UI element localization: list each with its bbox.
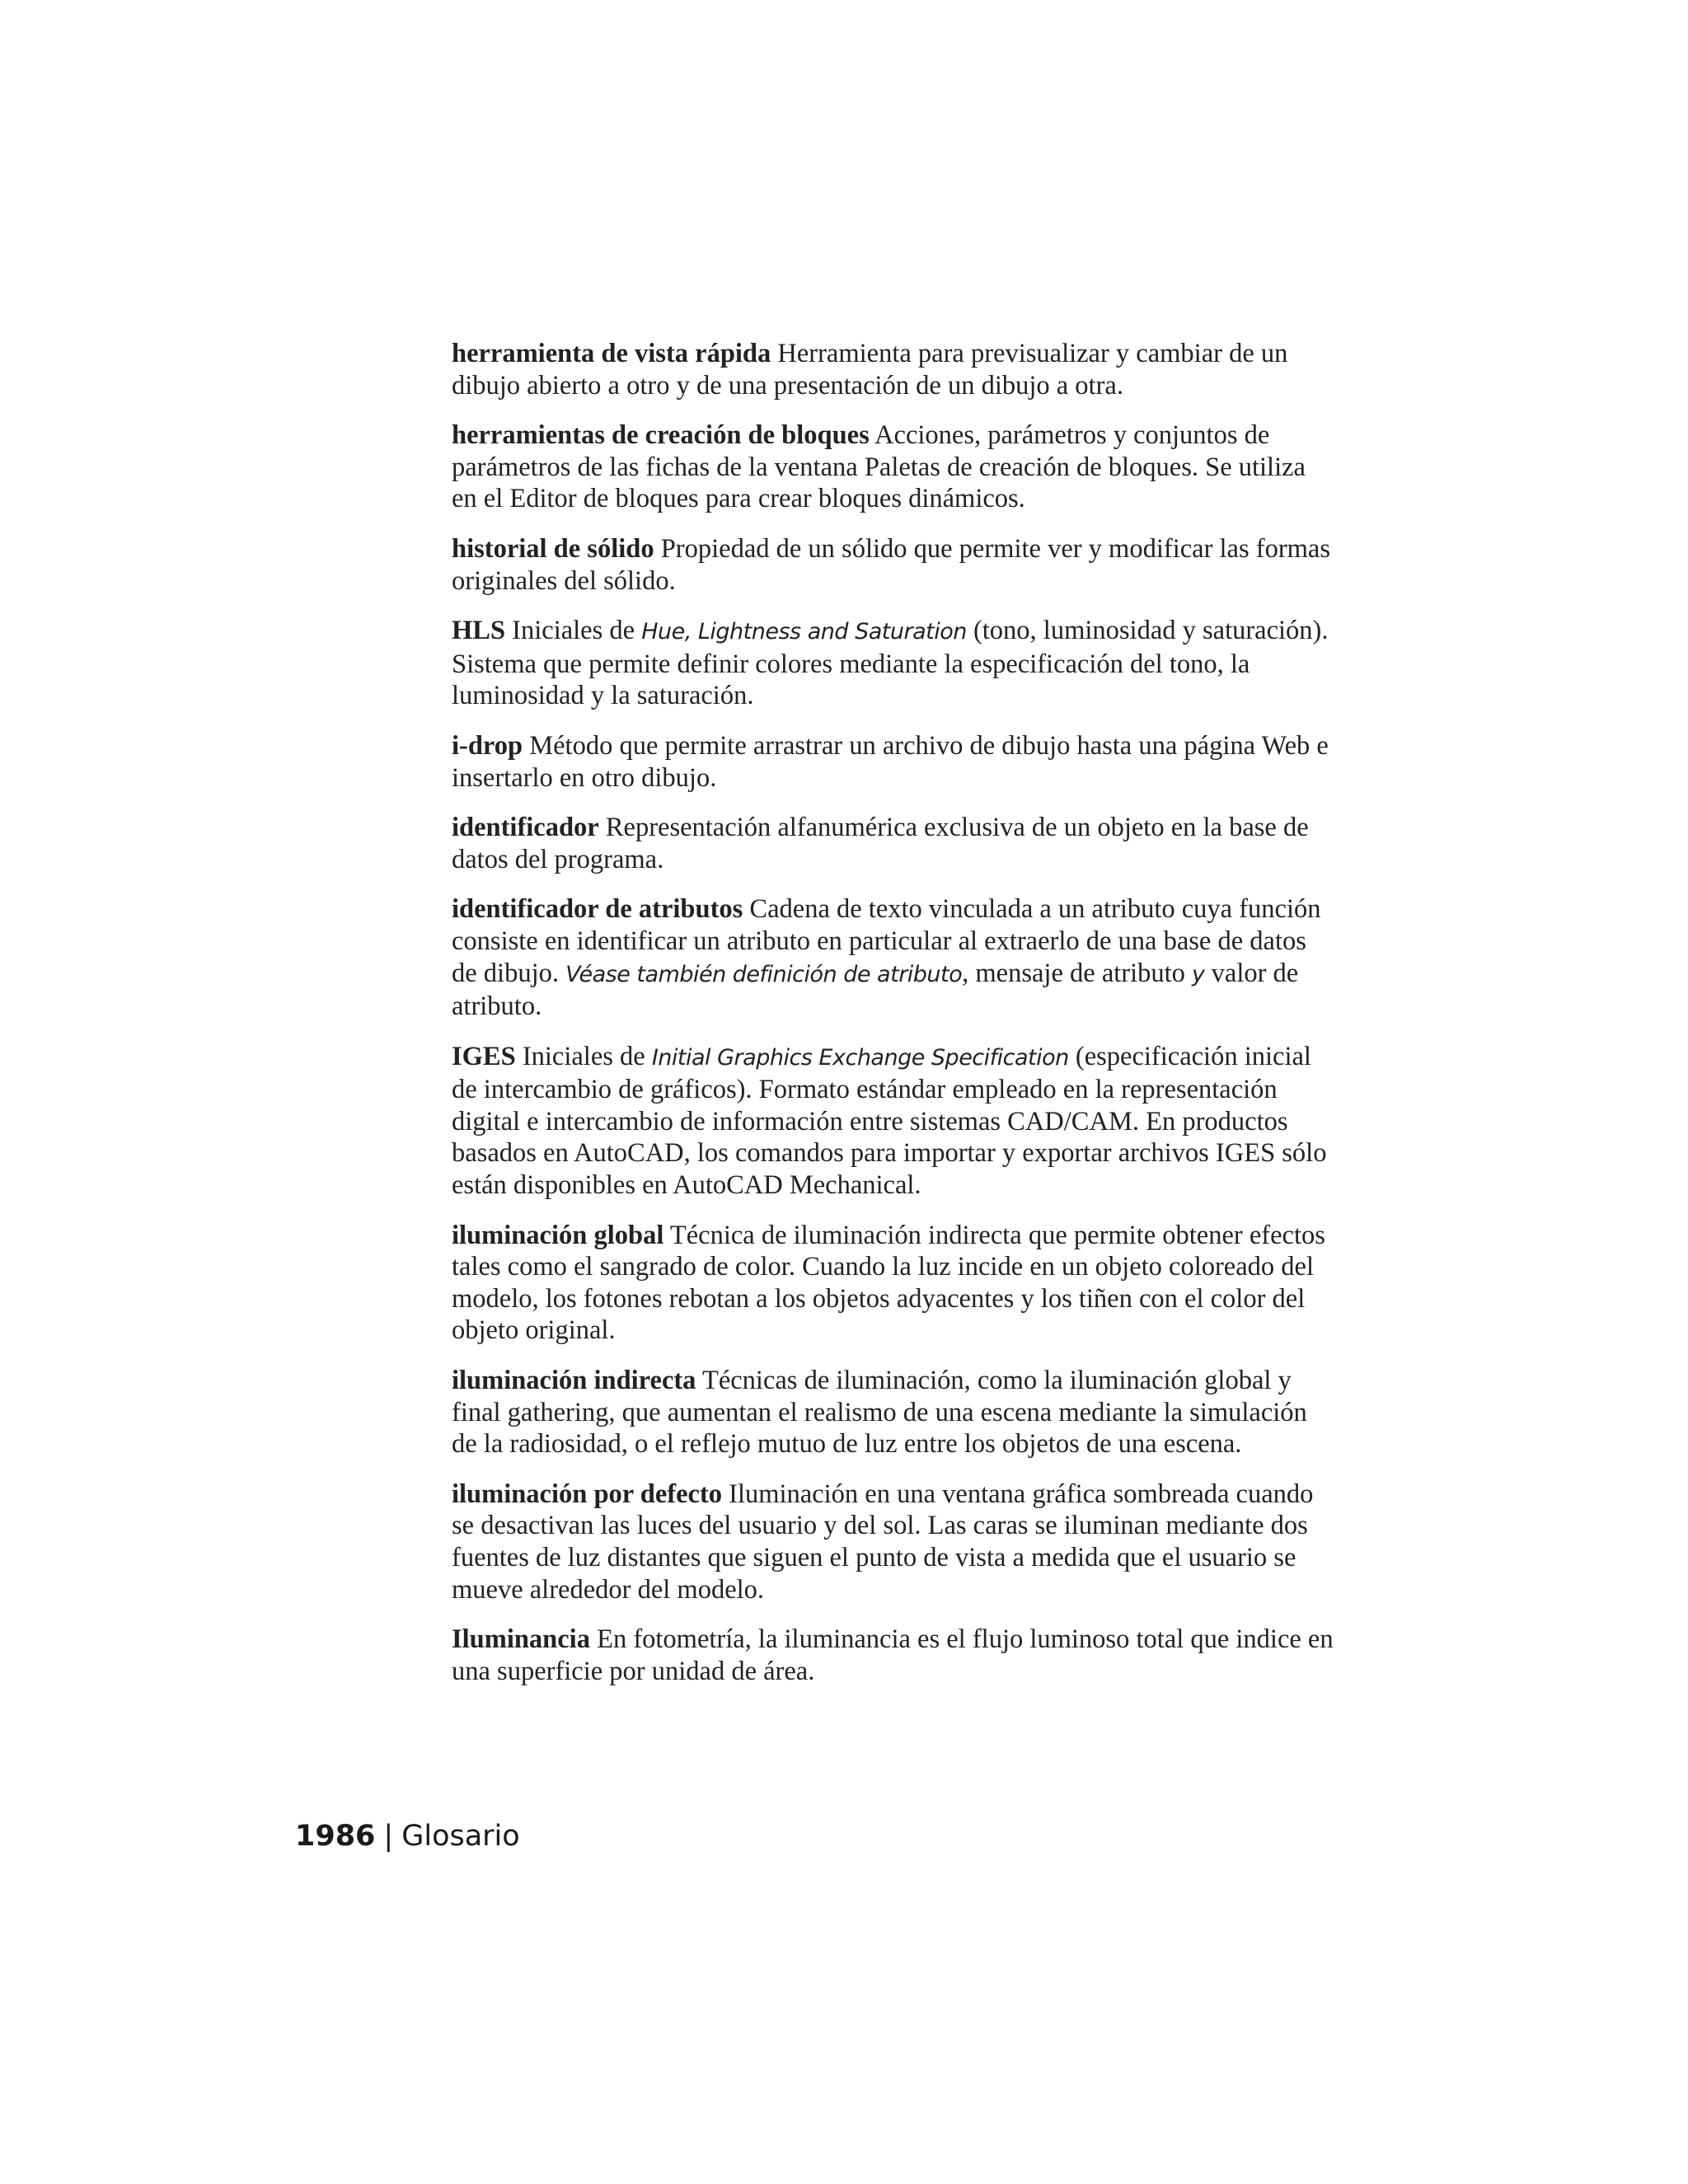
entry-definition: Representación alfanumérica exclusiva de un objeto en la base de datos del programa. xyxy=(452,813,1309,874)
footer-separator: | xyxy=(383,1820,394,1853)
entry-term: identificador de atributos xyxy=(452,894,743,925)
entry-term: iluminación global xyxy=(452,1220,664,1250)
entry-term: historial de sólido xyxy=(452,533,654,564)
entry-term: i-drop xyxy=(452,730,523,761)
glossary-entry xyxy=(452,1220,1334,1347)
glossary-entry xyxy=(452,1624,1334,1687)
see-also-reference: Véase también definición de atributo xyxy=(565,961,963,987)
entry-definition: Iniciales de xyxy=(515,1041,652,1071)
glossary-entry xyxy=(452,893,1334,1022)
entry-definition: , mensaje de atributo xyxy=(962,958,1193,988)
entry-definition: Método que permite arrastrar un archivo de dibujo hasta una página Web e insertarlo en otro dibujo. xyxy=(452,730,1329,793)
entry-definition: Propiedad de un sólido que permite ver y modificar las formas originales del sólido. xyxy=(452,533,1330,596)
section-title: Glosario xyxy=(401,1820,520,1853)
entry-italic-phrase: Initial Graphics Exchange Specification xyxy=(651,1044,1069,1071)
glossary-entry xyxy=(452,730,1334,794)
see-also-reference: y xyxy=(1192,961,1205,987)
entry-definition: (tono, luminosidad y saturación). Sistema que permite definir colores mediante la especificación del tono, la luminosidad y la saturación. xyxy=(452,616,1329,711)
glossary-entry xyxy=(452,533,1334,597)
entry-definition: Técnicas de iluminación, como la iluminación global y final gathering, que aumentan el realismo de una escena mediante la simulación de la radiosidad, o el reflejo mutuo de luz entre los objetos de una escena. xyxy=(452,1366,1307,1460)
glossary-entry xyxy=(452,615,1334,712)
glossary-entry xyxy=(452,812,1334,875)
entry-definition: Técnica de iluminación indirecta que permite obtener efectos tales como el sangrado de color. Cuando la luz incide en un objeto coloreado del modelo, los fotones rebotan a los objetos adyacentes y los tiñen con el color del objeto original. xyxy=(452,1220,1325,1346)
glossary-entry xyxy=(452,1365,1334,1460)
page-footer xyxy=(295,1816,520,1857)
glossary-entries xyxy=(452,338,1334,1705)
entry-term: IGES xyxy=(452,1041,516,1071)
entry-definition: Cadena de texto vinculada a un atributo cuya función consiste en identificar un atributo en particular al extraerlo de una base de datos de dibujo. xyxy=(452,894,1321,988)
entry-definition: En fotometría, la iluminancia es el flujo luminoso total que indice en una superficie por unidad de área. xyxy=(452,1624,1334,1686)
entry-term: herramientas de creación de bloques xyxy=(452,420,870,451)
glossary-entry xyxy=(452,338,1334,401)
entry-term: herramienta de vista rápida xyxy=(452,339,771,368)
glossary-entry xyxy=(452,1041,1334,1202)
glossary-entry xyxy=(452,1479,1334,1605)
entry-term: HLS xyxy=(452,616,506,646)
entry-definition: Acciones, parámetros y conjuntos de parámetros de las fichas de la ventana Paletas de creación de bloques. Se utiliza en el Editor de bloques para crear bloques dinámicos. xyxy=(452,420,1306,514)
entry-definition: Iluminación en una ventana gráfica sombreada cuando se desactivan las luces del usuario y del sol. Las caras se iluminan mediante dos fuentes de luz distantes que siguen el punto de vista a medida que el usuario se mueve alrededor del modelo. xyxy=(452,1479,1314,1605)
entry-term: iluminación por defecto xyxy=(452,1479,722,1509)
page-number: 1986 xyxy=(295,1820,376,1853)
entry-term: iluminación indirecta xyxy=(452,1366,696,1396)
entry-definition: valor de atributo. xyxy=(452,958,1299,1022)
entry-definition: Iniciales de xyxy=(505,616,642,646)
entry-term: Iluminancia xyxy=(452,1624,590,1655)
entry-definition: (especificación inicial de intercambio de gráficos). Formato estándar empleado en la representación digital e intercambio de información entre sistemas CAD/CAM. En productos basados en AutoCAD, los comandos para importar y exportar archivos IGES sólo están disponibles en AutoCAD Mechanical. xyxy=(452,1041,1327,1201)
entry-term: identificador xyxy=(452,813,599,843)
glossary-entry xyxy=(452,419,1334,515)
entry-italic-phrase: Hue, Lightness and Saturation xyxy=(641,619,967,645)
entry-definition: Herramienta para previsualizar y cambiar de un dibujo abierto a otro y de una presentación de un dibujo a otra. xyxy=(452,339,1288,401)
